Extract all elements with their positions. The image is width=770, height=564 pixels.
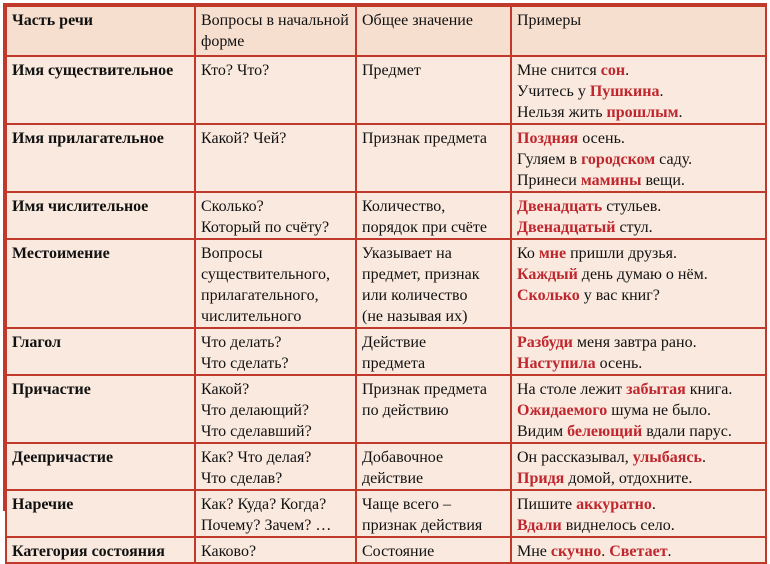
questions-cell: [195, 328, 356, 375]
example-text: .: [702, 449, 706, 466]
part-of-speech-cell: Категория состояния: [6, 537, 195, 563]
questions-cell: [195, 124, 356, 192]
question-line: Как? Что делая?: [201, 449, 312, 466]
questions-cell: [195, 443, 356, 490]
table-row: [6, 375, 766, 443]
example-line: [517, 170, 760, 191]
example-text: Он рассказывал,: [517, 449, 633, 466]
highlighted-word: белеющий: [567, 423, 643, 440]
part-of-speech-cell: Причастие: [6, 375, 195, 443]
table-row: [6, 537, 766, 563]
meaning-line: предмета: [362, 355, 426, 372]
part-of-speech-cell: Глагол: [6, 328, 195, 375]
highlighted-word: улыбаясь: [632, 449, 702, 466]
example-text: .: [659, 83, 664, 100]
example-line: [517, 285, 760, 306]
table-header-row: [6, 6, 766, 56]
highlighted-word: прошлым: [606, 104, 679, 121]
question-line: Что сделавший?: [201, 423, 312, 440]
table-row: [6, 192, 766, 239]
example-text: день думаю о нём.: [577, 266, 708, 283]
example-text: домой, отдохните.: [564, 470, 693, 487]
question-line: Сколько?: [201, 198, 264, 215]
meaning-line: порядок при счёте: [362, 219, 487, 236]
questions-cell: [195, 192, 356, 239]
examples-cell: [511, 328, 766, 375]
example-line: [517, 447, 760, 468]
example-line: [517, 541, 760, 562]
questions-cell: [195, 239, 356, 328]
example-text: Пишите: [517, 496, 577, 513]
table-frame: [3, 3, 767, 560]
header-meaning: Общее значение: [356, 6, 511, 56]
example-text: меня завтра рано.: [572, 334, 697, 351]
example-line: [517, 60, 760, 81]
highlighted-word: Поздняя: [517, 130, 579, 147]
question-line: Что сделать?: [201, 355, 289, 372]
question-line: Какой?: [201, 381, 250, 398]
table-row: [6, 124, 766, 192]
header-questions: Вопросы в начальной форме: [195, 6, 356, 56]
highlighted-word: Двенадцатый: [517, 219, 616, 236]
question-line: существительного,: [201, 266, 331, 283]
example-line: [517, 353, 760, 374]
example-line: [517, 149, 760, 170]
highlighted-word: забытая: [626, 381, 686, 398]
part-of-speech-cell: Деепричастие: [6, 443, 195, 490]
example-text: пришли друзья.: [566, 245, 677, 262]
meaning-line: предмет, признак: [362, 266, 480, 283]
meaning-line: Чаще всего –: [362, 496, 451, 513]
meaning-cell: [356, 537, 511, 563]
examples-cell: [511, 56, 766, 124]
example-text: .: [678, 104, 683, 121]
meaning-line: Действие: [362, 334, 427, 351]
example-line: [517, 515, 760, 536]
table-row: [6, 328, 766, 375]
part-of-speech-cell: Имя существительное: [6, 56, 195, 124]
table-row: [6, 56, 766, 124]
highlighted-word: Сколько: [517, 287, 580, 304]
example-line: [517, 332, 760, 353]
header-part-of-speech: Часть речи: [6, 6, 195, 56]
meaning-cell: [356, 56, 511, 124]
examples-cell: [511, 192, 766, 239]
example-line: [517, 494, 760, 515]
example-text: .: [667, 543, 672, 560]
meaning-cell: [356, 443, 511, 490]
highlighted-word: Наступила: [517, 355, 596, 372]
example-text: вдали парус.: [642, 423, 732, 440]
meaning-cell: [356, 124, 511, 192]
highlighted-word: Придя: [517, 470, 565, 487]
example-line: [517, 468, 760, 489]
question-line: Кто? Что?: [201, 62, 270, 79]
table-row: [6, 239, 766, 328]
highlighted-word: Пушкина: [589, 83, 660, 100]
example-line: [517, 379, 760, 400]
question-line: Вопросы: [201, 245, 263, 262]
question-line: Каково?: [201, 543, 257, 560]
example-text: На столе лежит: [517, 381, 627, 398]
question-line: Какой? Чей?: [201, 130, 287, 147]
highlighted-word: Вдали: [517, 517, 562, 534]
example-line: [517, 264, 760, 285]
meaning-line: признак действия: [362, 517, 483, 534]
meaning-cell: [356, 192, 511, 239]
example-text: осень.: [595, 355, 643, 372]
examples-cell: [511, 443, 766, 490]
question-line: прилагательного,: [201, 287, 319, 304]
example-line: [517, 102, 760, 123]
header-examples: Примеры: [511, 6, 766, 56]
highlighted-word: Разбуди: [517, 334, 573, 351]
meaning-line: (не называя их): [362, 308, 468, 325]
example-text: .: [651, 496, 656, 513]
example-line: [517, 243, 760, 264]
questions-cell: [195, 537, 356, 563]
example-line: [517, 421, 760, 442]
example-text: книга.: [685, 381, 733, 398]
question-line: числительного: [201, 308, 302, 325]
examples-cell: [511, 124, 766, 192]
questions-cell: [195, 375, 356, 443]
examples-cell: [511, 375, 766, 443]
example-line: [517, 196, 760, 217]
question-line: Как? Куда? Когда?: [201, 496, 327, 513]
highlighted-word: мамины: [580, 172, 642, 189]
example-line: [517, 400, 760, 421]
examples-cell: [511, 239, 766, 328]
example-text: Видим: [517, 423, 568, 440]
highlighted-word: аккуратно: [576, 496, 652, 513]
meaning-line: действие: [362, 470, 424, 487]
meaning-cell: [356, 375, 511, 443]
example-text: Принеси: [517, 172, 581, 189]
example-line: [517, 81, 760, 102]
highlighted-word: мне: [538, 245, 567, 262]
highlighted-word: скучно: [550, 543, 602, 560]
meaning-line: по действию: [362, 402, 449, 419]
example-line: [517, 217, 760, 238]
meaning-cell: [356, 328, 511, 375]
example-text: стульев.: [602, 198, 662, 215]
example-text: Нельзя жить: [517, 104, 607, 121]
example-text: у вас книг?: [579, 287, 660, 304]
part-of-speech-cell: Наречие: [6, 490, 195, 537]
example-text: Учитесь у: [517, 83, 590, 100]
example-text: стул.: [615, 219, 653, 236]
meaning-line: Признак предмета: [362, 381, 487, 398]
example-text: Ко: [517, 245, 539, 262]
example-text: Мне снится: [517, 62, 601, 79]
example-text: .: [625, 62, 630, 79]
questions-cell: [195, 56, 356, 124]
meaning-line: Состояние: [362, 543, 435, 560]
parts-of-speech-table: [5, 5, 767, 564]
examples-cell: [511, 537, 766, 563]
highlighted-word: сон: [600, 62, 626, 79]
question-line: Что сделав?: [201, 470, 283, 487]
example-text: вещи.: [641, 172, 685, 189]
example-text: саду.: [655, 151, 693, 168]
meaning-line: Признак предмета: [362, 130, 487, 147]
example-text: шума не было.: [607, 402, 711, 419]
highlighted-word: Светает: [609, 543, 668, 560]
question-line: Что делать?: [201, 334, 282, 351]
meaning-line: Предмет: [362, 62, 421, 79]
meaning-cell: [356, 239, 511, 328]
highlighted-word: Двенадцать: [517, 198, 603, 215]
meaning-line: Количество,: [362, 198, 446, 215]
example-text: осень.: [578, 130, 625, 147]
meaning-line: Добавочное: [362, 449, 444, 466]
question-line: Что делающий?: [201, 402, 310, 419]
example-text: Гуляем в: [517, 151, 582, 168]
example-line: [517, 128, 760, 149]
highlighted-word: городском: [581, 151, 656, 168]
part-of-speech-cell: Имя числительное: [6, 192, 195, 239]
highlighted-word: Ожидаемого: [517, 402, 608, 419]
example-text: Мне: [517, 543, 551, 560]
example-text: виднелось село.: [561, 517, 675, 534]
highlighted-word: Каждый: [517, 266, 578, 283]
question-line: Почему? Зачем? …: [201, 517, 332, 534]
part-of-speech-cell: Местоимение: [6, 239, 195, 328]
part-of-speech-cell: Имя прилагательное: [6, 124, 195, 192]
question-line: Который по счёту?: [201, 219, 330, 236]
table-row: [6, 443, 766, 490]
example-text: .: [601, 543, 610, 560]
meaning-line: или количество: [362, 287, 468, 304]
meaning-line: Указывает на: [362, 245, 452, 262]
